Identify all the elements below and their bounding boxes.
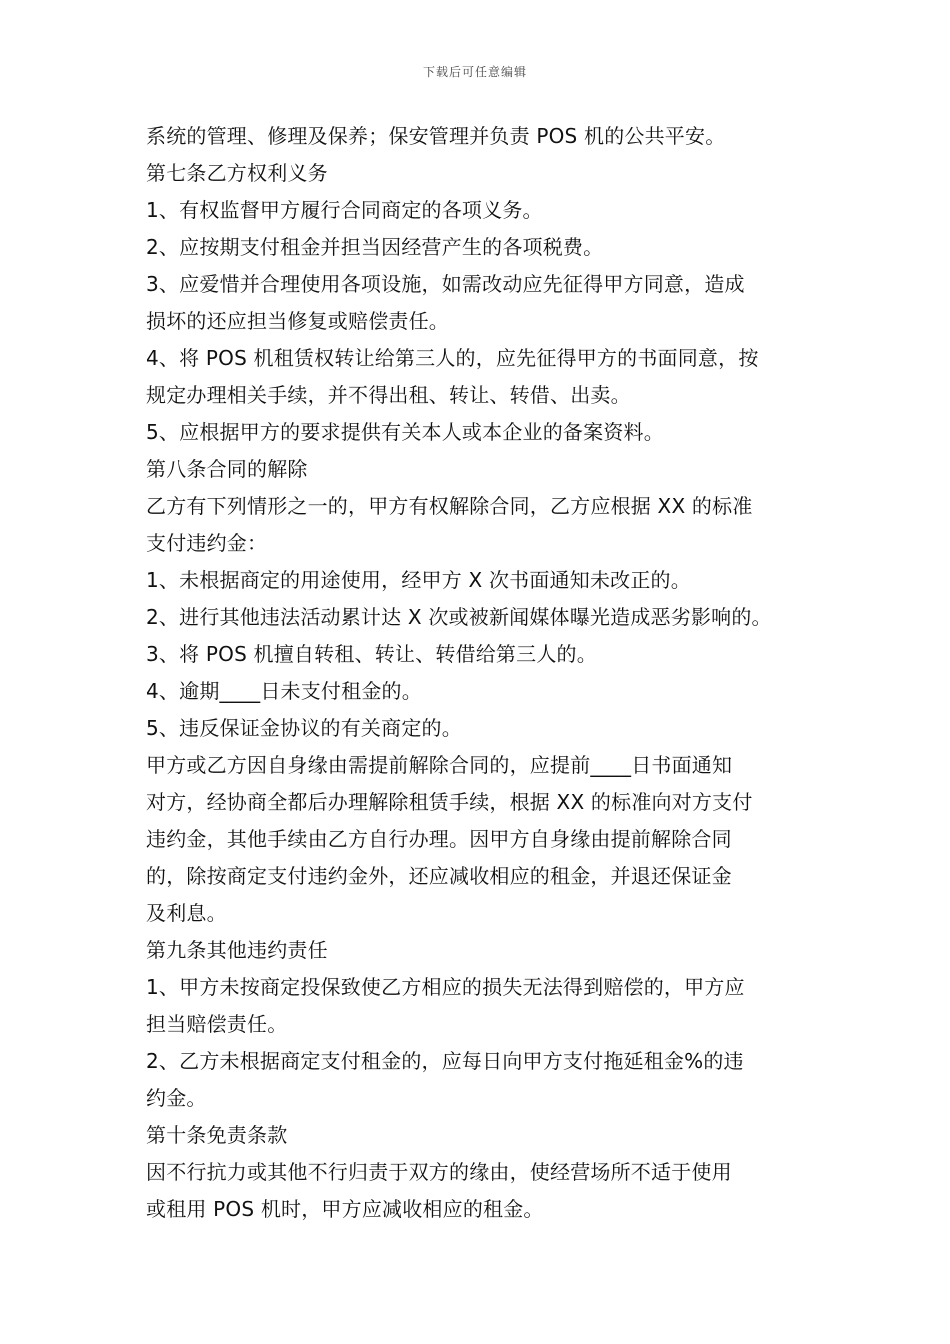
document-body [146,118,826,1228]
text-line: 1、甲方未按商定投保致使乙方相应的损失无法得到赔偿的，甲方应 [146,975,745,999]
text-line: 违约金，其他手续由乙方自行办理。因甲方自身缘由提前解除合同 [146,827,732,851]
text-line: 1、有权监督甲方履行合同商定的各项义务。 [146,198,543,222]
text-line: 因不行抗力或其他不行归责于双方的缘由，使经营场所不适于使用 [146,1160,732,1184]
text-line: 对方，经协商全都后办理解除租赁手续，根据 XX 的标准向对方支付 [146,790,753,814]
text-line: 的，除按商定支付违约金外，还应减收相应的租金，并退还保证金 [146,864,732,888]
text-line: 甲方或乙方因自身缘由需提前解除合同的，应提前____日书面通知 [146,753,733,777]
text-line: 5、违反保证金协议的有关商定的。 [146,716,462,740]
text-line: 系统的管理、修理及保养；保安管理并负责 POS 机的公共平安。 [146,124,726,148]
text-line: 3、应爱惜并合理使用各项设施，如需改动应先征得甲方同意，造成 [146,272,745,296]
article-heading: 第十条免责条款 [146,1123,288,1147]
text-line: 1、未根据商定的用途使用，经甲方 X 次书面通知未改正的。 [146,568,691,592]
text-line: 或租用 POS 机时，甲方应减收相应的租金。 [146,1197,544,1221]
text-line: 损坏的还应担当修复或赔偿责任。 [146,309,449,333]
text-line: 4、将 POS 机租赁权转让给第三人的，应先征得甲方的书面同意，按 [146,346,759,370]
text-line: 担当赔偿责任。 [146,1012,288,1036]
text-line: 2、进行其他违法活动累计达 X 次或被新闻媒体曝光造成恶劣影响的。 [146,605,772,629]
text-line: 支付违约金： [146,531,268,555]
text-line: 2、乙方未根据商定支付租金的，应每日向甲方支付拖延租金%的违 [146,1049,744,1073]
text-line: 2、应按期支付租金并担当因经营产生的各项税费。 [146,235,604,259]
text-line: 5、应根据甲方的要求提供有关本人或本企业的备案资料。 [146,420,664,444]
page-header: 下载后可任意编辑 [422,65,527,79]
text-line: 3、将 POS 机擅自转租、转让、转借给第三人的。 [146,642,597,666]
article-heading: 第九条其他违约责任 [146,938,328,962]
text-line: 乙方有下列情形之一的，甲方有权解除合同，乙方应根据 XX 的标准 [146,494,753,518]
text-line: 约金。 [146,1086,207,1110]
text-line: 规定办理相关手续，并不得出租、转让、转借、出卖。 [146,383,631,407]
article-heading: 第七条乙方权利义务 [146,161,328,185]
text-line: 4、逾期____日未支付租金的。 [146,679,422,703]
article-heading: 第八条合同的解除 [146,457,308,481]
text-line: 及利息。 [146,901,227,925]
